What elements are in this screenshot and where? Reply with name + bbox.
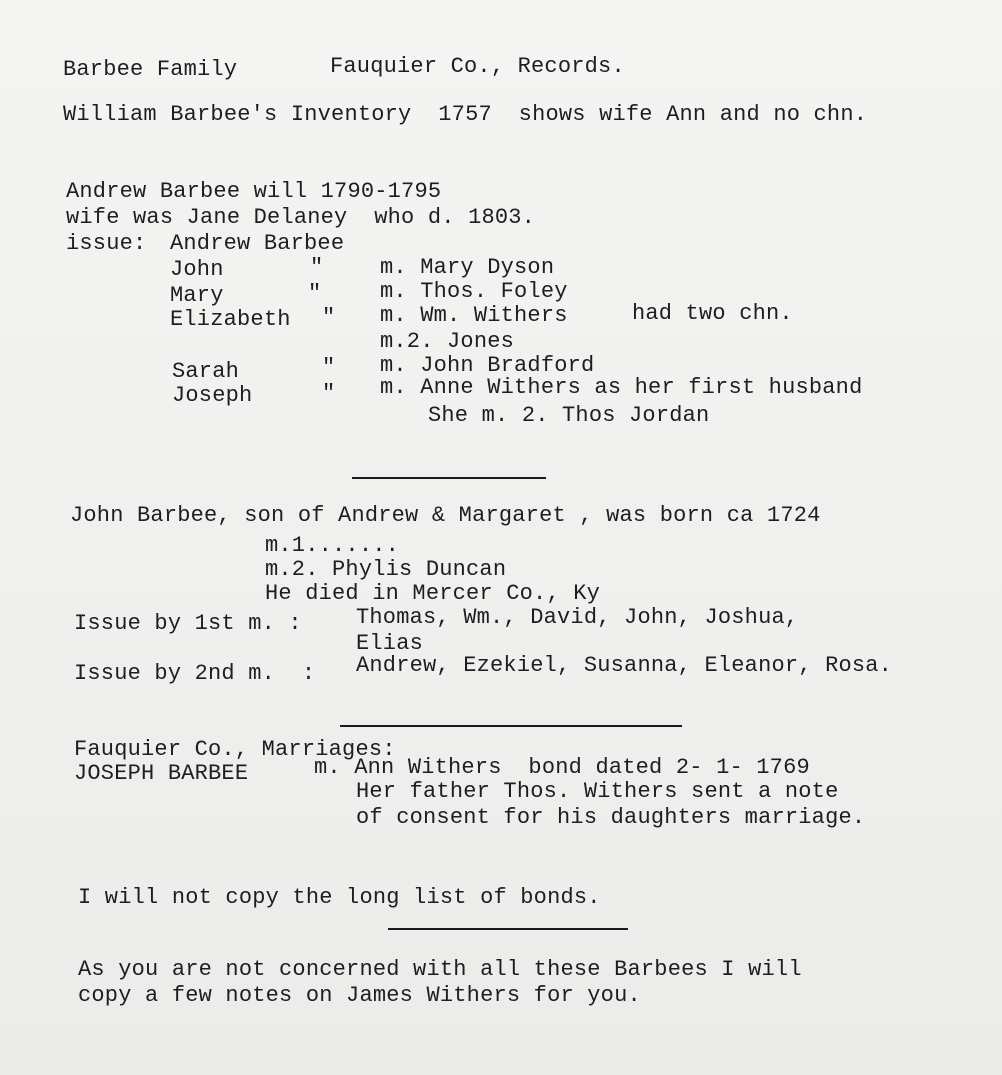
- john-intro-line: John Barbee, son of Andrew & Margaret , was born ca 1724: [70, 503, 821, 528]
- issue-name: Andrew Barbee: [170, 231, 345, 256]
- divider-rule: [388, 928, 628, 930]
- issue-marriage: m. Anne Withers as her first husband: [380, 375, 863, 400]
- divider-rule: [352, 477, 546, 479]
- issue-marriage: m.2. Jones: [380, 329, 515, 354]
- bonds-note: I will not copy the long list of bonds.: [78, 885, 601, 910]
- inventory-line: William Barbee's Inventory 1757 shows wife Ann and no chn.: [63, 102, 868, 127]
- ditto-mark: ": [322, 381, 336, 406]
- issue-name: Sarah: [172, 359, 240, 384]
- issue-name: John: [170, 257, 224, 282]
- issue-second-list: Andrew, Ezekiel, Susanna, Eleanor, Rosa.: [356, 653, 893, 678]
- ditto-mark: ": [308, 281, 322, 306]
- issue-marriage: m. Thos. Foley: [380, 279, 568, 304]
- issue-first-list-cont: Elias: [356, 631, 424, 656]
- issue-name: Joseph: [172, 383, 253, 408]
- marriage-line: m. Ann Withers bond dated 2- 1- 1769: [314, 755, 810, 780]
- header-family: Barbee Family: [63, 57, 238, 82]
- issue-name: Mary: [170, 283, 224, 308]
- joseph-note: She m. 2. Thos Jordan: [428, 403, 710, 428]
- issue-second-label: Issue by 2nd m. :: [74, 661, 316, 686]
- header-source: Fauquier Co., Records.: [330, 54, 625, 79]
- closing-line: As you are not concerned with all these Barbees I will: [78, 957, 802, 982]
- andrew-wife-line: wife was Jane Delaney who d. 1803.: [66, 205, 536, 230]
- issue-marriage: m. John Bradford: [380, 353, 595, 378]
- marriages-heading: Fauquier Co., Marriages:: [74, 737, 396, 762]
- issue-first-label: Issue by 1st m. :: [74, 611, 302, 636]
- issue-label: issue:: [66, 231, 147, 256]
- ditto-mark: ": [310, 255, 324, 280]
- john-m1-line: m.1.......: [265, 533, 400, 558]
- ditto-mark: ": [322, 355, 336, 380]
- john-m2-line: m.2. Phylis Duncan: [265, 557, 507, 582]
- issue-marriage: m. Mary Dyson: [380, 255, 555, 280]
- marriage-line: Her father Thos. Withers sent a note: [356, 779, 839, 804]
- marriage-line: of consent for his daughters marriage.: [356, 805, 866, 830]
- closing-line: copy a few notes on James Withers for you.: [78, 983, 641, 1008]
- issue-name: Elizabeth: [170, 307, 291, 332]
- issue-first-list: Thomas, Wm., David, John, Joshua,: [356, 605, 799, 630]
- ditto-mark: ": [322, 305, 336, 330]
- marriage-name: JOSEPH BARBEE: [74, 761, 249, 786]
- issue-note: had two chn.: [632, 301, 793, 326]
- andrew-will-line: Andrew Barbee will 1790-1795: [66, 179, 442, 204]
- issue-marriage: m. Wm. Withers: [380, 303, 568, 328]
- john-died-line: He died in Mercer Co., Ky: [265, 581, 601, 606]
- divider-rule: [340, 725, 682, 727]
